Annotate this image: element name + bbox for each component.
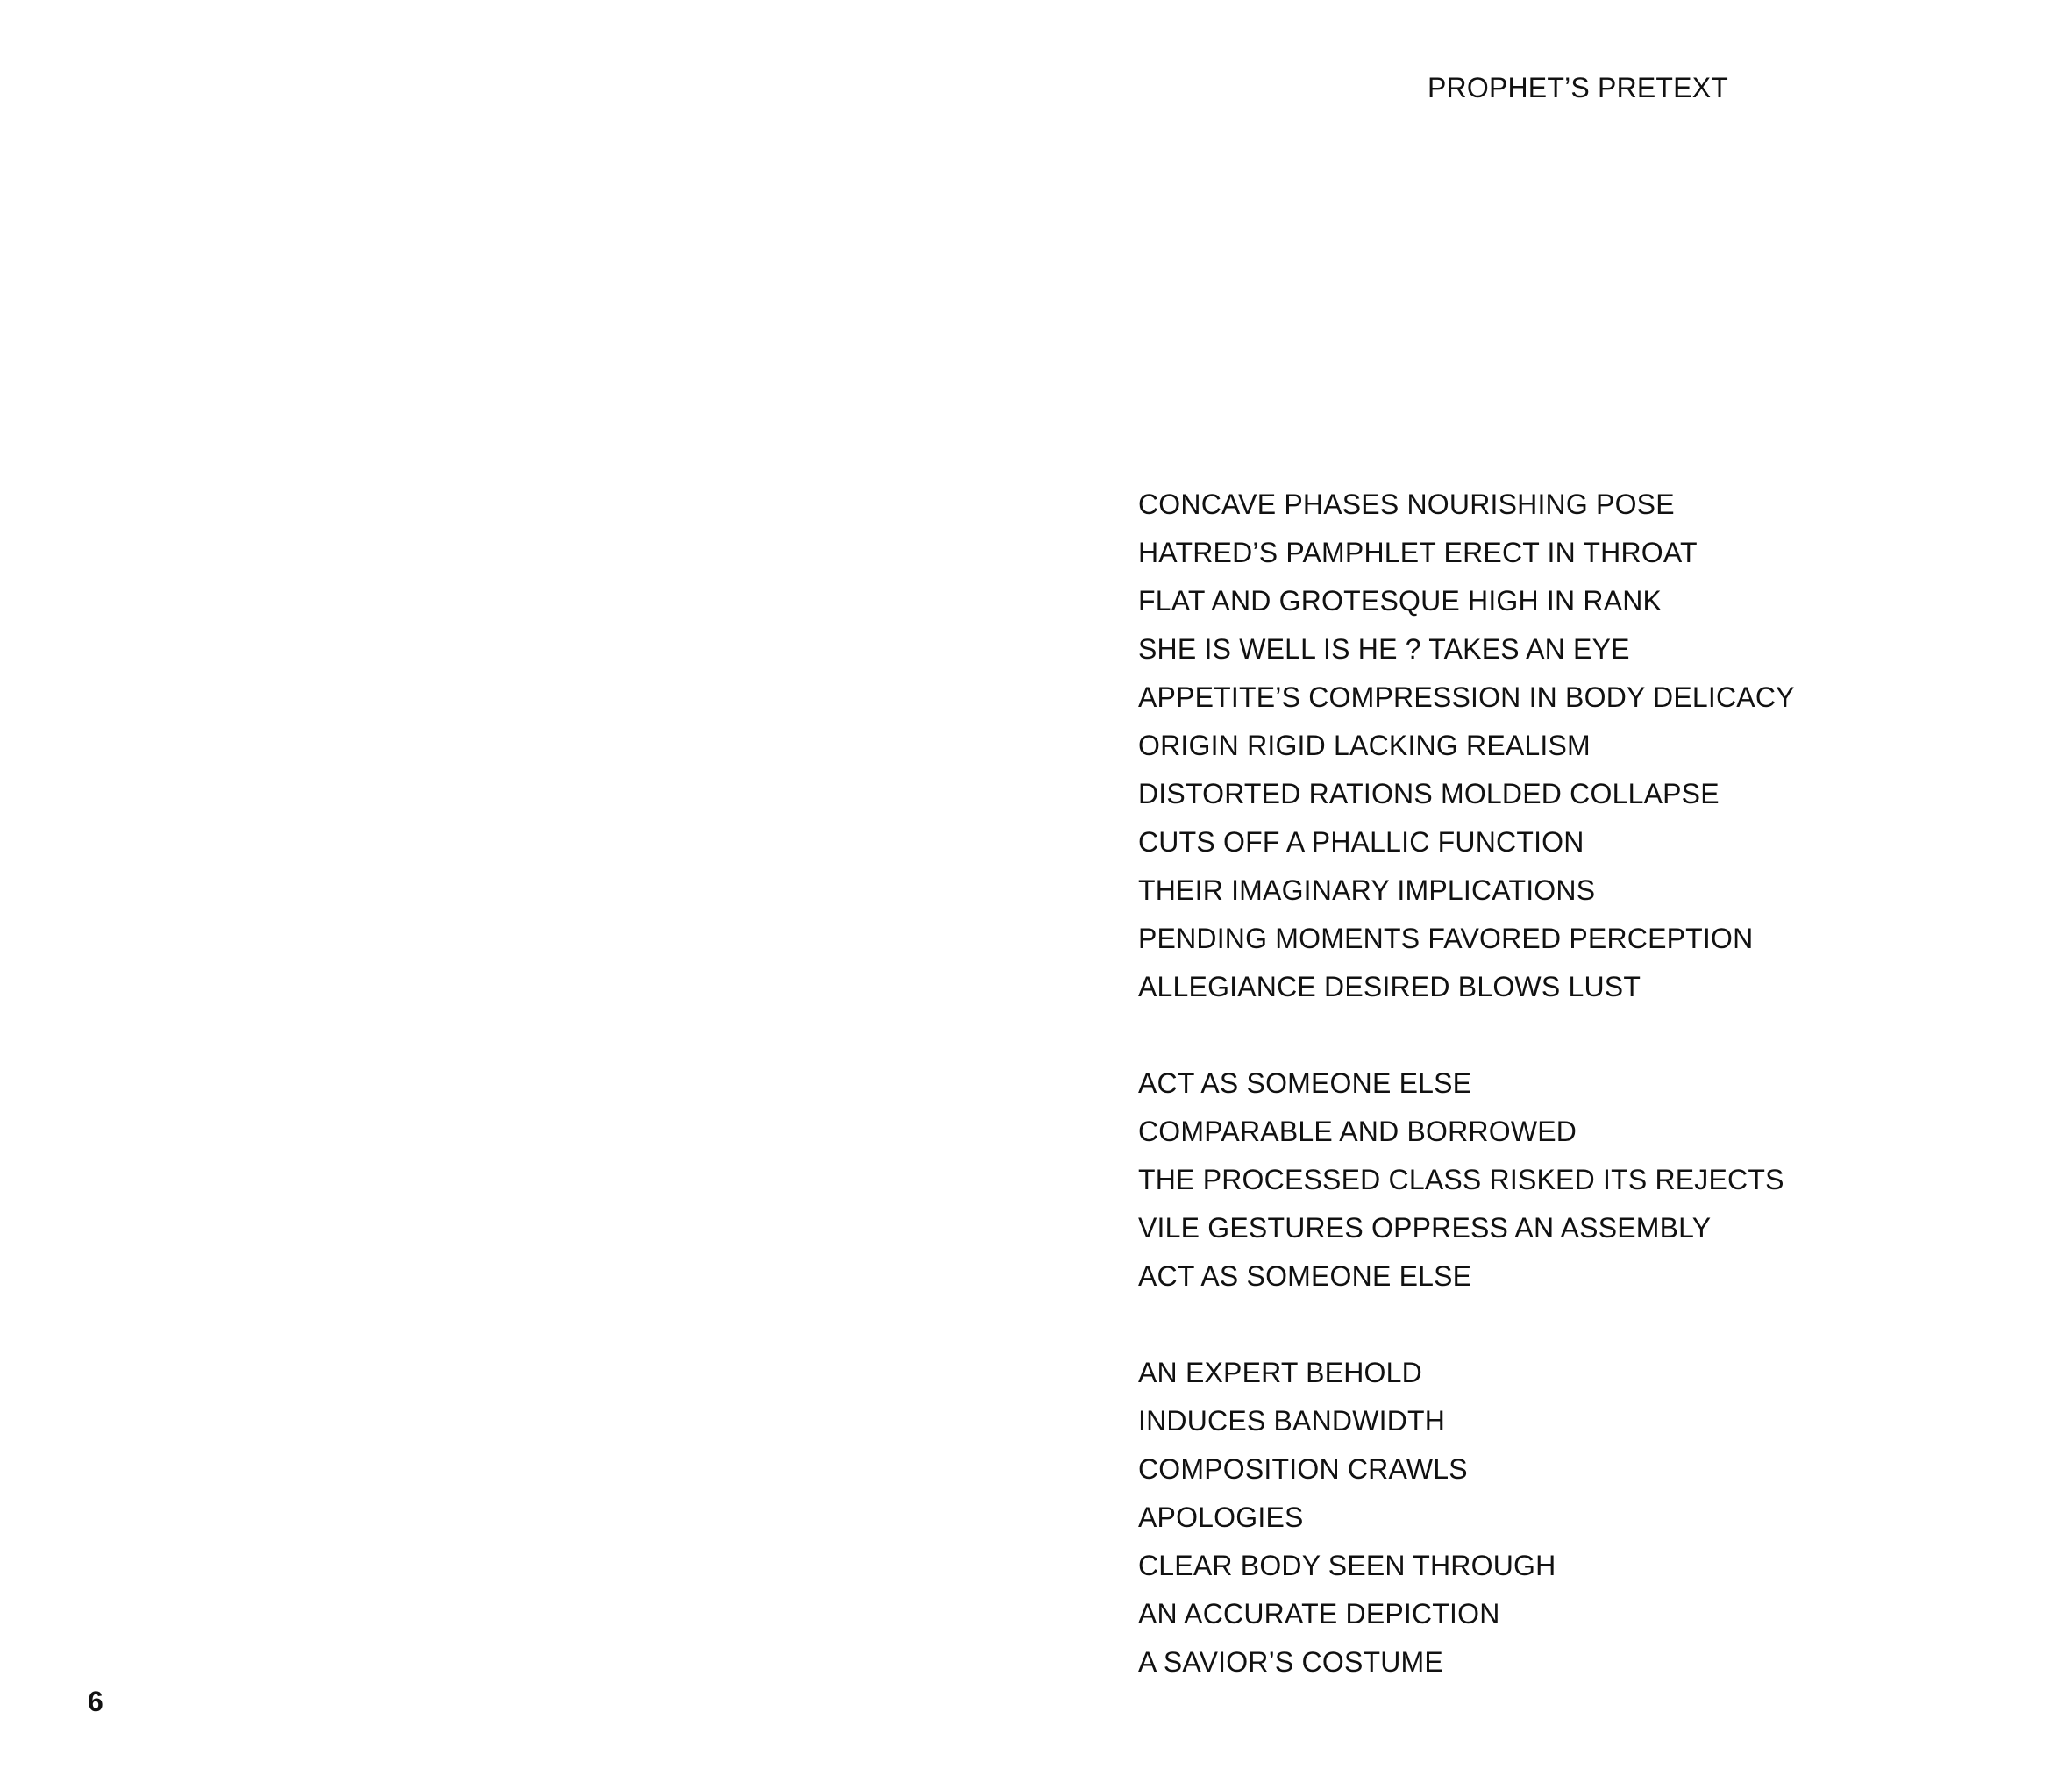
poem-line: THEIR IMAGINARY IMPLICATIONS (1138, 874, 1596, 906)
stanza-2 (1138, 1059, 2033, 1301)
poem-line: HATRED’S PAMPHLET ERECT IN THROAT (1138, 537, 1698, 568)
poem-line: CUTS OFF A PHALLIC FUNCTION (1138, 826, 1584, 858)
poem-line: APOLOGIES (1138, 1501, 1304, 1533)
poem-line: VILE GESTURES OPPRESS AN ASSEMBLY (1138, 1212, 1712, 1244)
poem-line: THE PROCESSED CLASS RISKED ITS REJECTS (1138, 1164, 1784, 1195)
poem-line: APPETITE’S COMPRESSION IN BODY DELICACY (1138, 681, 1795, 713)
poem-line: SHE IS WELL IS HE ? TAKES AN EYE (1138, 633, 1630, 665)
poem-line: COMPOSITION CRAWLS (1138, 1453, 1468, 1485)
poem-body (1138, 481, 2033, 1735)
poem-line: ACT AS SOMEONE ELSE (1138, 1260, 1472, 1292)
page-number: 6 (88, 1686, 103, 1717)
poem-line: COMPARABLE AND BORROWED (1138, 1116, 1577, 1147)
poem-line: ALLEGIANCE DESIRED BLOWS LUST (1138, 971, 1641, 1002)
poem-line: FLAT AND GROTESQUE HIGH IN RANK (1138, 585, 1663, 617)
poem-line: INDUCES BANDWIDTH (1138, 1405, 1446, 1437)
stanza-3 (1138, 1349, 2033, 1687)
poem-line: ORIGIN RIGID LACKING REALISM (1138, 730, 1591, 761)
page-title: PROPHET’S PRETEXT (1428, 72, 1729, 103)
poem-line: PENDING MOMENTS FAVORED PERCEPTION (1138, 923, 1754, 954)
poem-line: AN ACCURATE DEPICTION (1138, 1598, 1500, 1630)
stanza-1 (1138, 481, 2033, 1011)
poem-line: ACT AS SOMEONE ELSE (1138, 1067, 1472, 1099)
poem-line: A SAVIOR’S COSTUME (1138, 1646, 1443, 1678)
poem-line: CLEAR BODY SEEN THROUGH (1138, 1550, 1556, 1581)
poem-line: DISTORTED RATIONS MOLDED COLLAPSE (1138, 778, 1720, 810)
poem-line: AN EXPERT BEHOLD (1138, 1357, 1422, 1388)
poem-line: CONCAVE PHASES NOURISHING POSE (1138, 489, 1675, 520)
